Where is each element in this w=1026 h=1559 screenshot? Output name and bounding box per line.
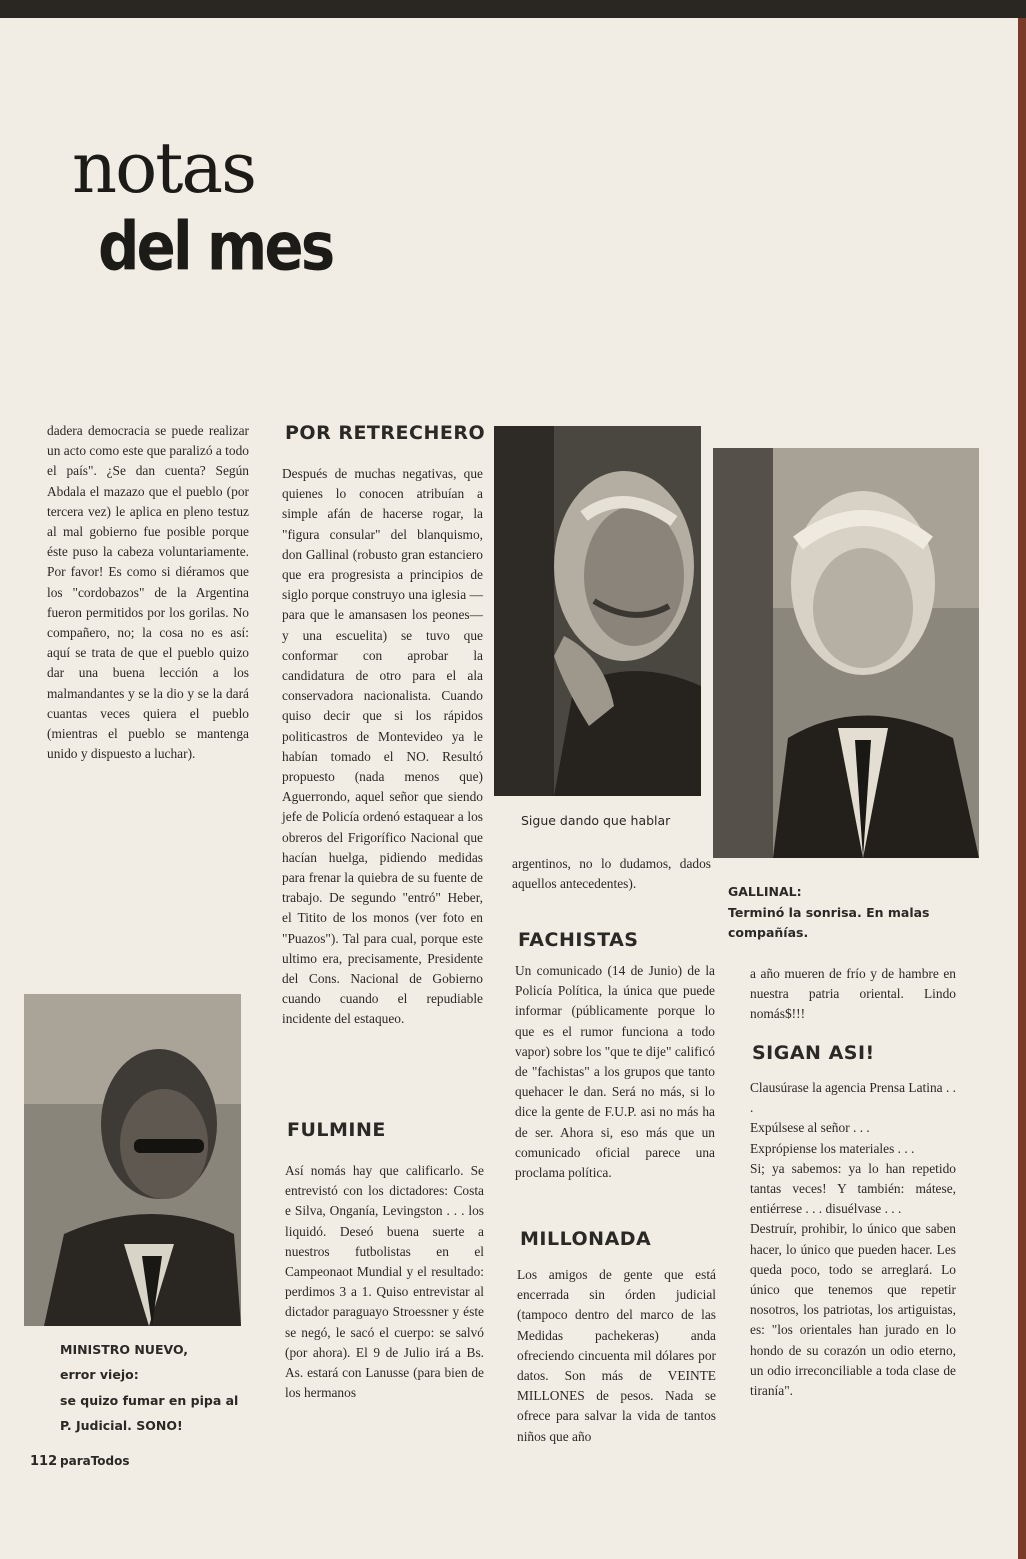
col3-text-1: Un comunicado (14 de Junio) de la Policía Política, la única que puede informar (públicamente porque lo que es el rumor funciona a todo vapor) sobre los "que te dije" calificó de "fachistas" a los grupos que tanto quehacer le dan. Será no más, si lo dice la gente de F.U.P. asi no más ha de ser. Ahora si, eso más que un comunicado oficial parece una proclama política. — [515, 963, 715, 1181]
col3-text-2: Los amigos de gente que está encerrada sin órden judicial (tampoco dentro del marco de las Medidas pachekeras) anda ofreciendo cincuenta mil dólares por datos. Son más de VEINTE MILLONES de pesos. Nada se ofrece para salvar la vida de tantos niños que año — [517, 1267, 716, 1444]
gallinal-caption-3: compañías. — [728, 925, 809, 940]
col1-text: dadera democracia se puede realizar un acto como este que paralizó a todo el país". ¿Se dan cuenta? Según Abdala el mazazo que el pueblo (por tercera vez) le aplica en pleno testuz al mal gobierno fue posible porque éste puso la cabeza voluntariamente. Por favor! Es como si diéramos que los "cordobazos" de la Argentina fueron permitidos por los gorilas. No compañero, no; la cosa no es así: aquí se trata de que el pueblo quizo dar una buena lección a los malmandantes y se la dio y se la dará cuantas veces quiera el pueblo (mientras el pueblo se mantenga unido y dispuesto a luchar). — [47, 423, 249, 762]
magazine-page — [0, 18, 1018, 1559]
minister-caption-4: P. Judicial. SONO! — [60, 1418, 183, 1433]
col4-text-1: Clausúrase la agencia Prensa Latina . . . Expúlsese al señor . . . Exprópiense los materiales . . . Si; ya sabemos: ya lo han repetido tantas veces! Y también: mátese, entiérrese . . . disuélvase . . . Destruír, prohibir, lo único que saben hacer, lo único que pueden hacer. Les queda poco, todo se arreglará. Lo único que tenemos que repetir nosotros, los patriotas, los artiguistas, es: "los orientales han jurado en lo hondo de su corazón un odio eterno, un odio irreconciliable a toda clase de tiranía". — [750, 1080, 956, 1399]
col3-text-0: argentinos, no lo dudamos, dados aquellos antecedentes). — [512, 856, 711, 892]
gallinal-caption-2: Terminó la sonrisa. En malas — [728, 905, 930, 920]
col4-text-0: a año mueren de frío y de hambre en nuestra patria oriental. Lindo nomás$!!! — [750, 966, 956, 1022]
minister-caption-2: error viejo: — [60, 1367, 139, 1382]
heading-millonada: MILLONADA — [520, 1228, 652, 1250]
page-number: 112 — [30, 1454, 58, 1469]
heading-sigan-asi: SIGAN ASI! — [752, 1042, 875, 1064]
col2-text-2: Así nomás hay que calificarlo. Se entrevistó con los dictadores: Costa e Silva, Onganía, Levingston . . . los liquidó. Deseó buena suerte a nuestros futbolistas en el Campeonaot Mundial y el resultado: perdimos 3 a 1. Quiso entrevistar al dictador paraguayo Stroessner y éste se negó, le sacó el cuerpo: se salvó (por ahora). El 9 de Julio irá a Bs. As. estará con Lanusse (para bien de los hermanos — [285, 1163, 484, 1401]
page-edge — [1018, 18, 1026, 1559]
minister-photo — [24, 994, 241, 1326]
section-title: notas — [72, 127, 256, 209]
section-subtitle: del mes — [98, 207, 333, 286]
heading-fulmine: FULMINE — [287, 1119, 386, 1141]
gallinal-photo — [713, 448, 979, 858]
minister-caption-1: MINISTRO NUEVO, — [60, 1342, 189, 1357]
heading-fachistas: FACHISTAS — [518, 929, 639, 951]
photo-caption-sigue: Sigue dando que hablar — [521, 813, 671, 828]
col2-text-1: Después de muchas negativas, que quienes lo conocen atribuían a simple afán de hacerse rogar, la "figura consular" del blanquismo, don Gallinal (robusto gran estanciero que era progresista a principios de siglo porque construyo una iglesia —para que le amansasen los peones— y una escuelita) se tuvo que conformar con aprobar la candidatura de otro para el ala conservadora nacionalista. Cuando quiso decir que si los rápidos politicastros de Montevideo ya le habían tomado el NO. Resultó propuesto (nada menos que) Aguerrondo, aquel señor que siendo jefe de Policía ordenó estaquear a los obreros del Frigorífico Nacional que hacían huelga, pidiendo medidas para frenar la quiebra de su fuente de trabajo. De segundo "entró" Heber, el Titito de los monos (ver foto en "Puazos"). Tal para cual, porque este ultimo era, precisamente, Presidente del Cons. Nacional de Gobierno cuando cuando el repudiable incidente del estaqueo. — [282, 466, 483, 1027]
gallinal-caption-1: GALLINAL: — [728, 884, 802, 899]
minister-caption-3: se quizo fumar en pipa al — [60, 1393, 239, 1408]
man-smoking-photo — [494, 426, 701, 796]
magazine-name: paraTodos — [60, 1454, 130, 1468]
heading-por-retrechero: POR RETRECHERO — [285, 422, 486, 444]
